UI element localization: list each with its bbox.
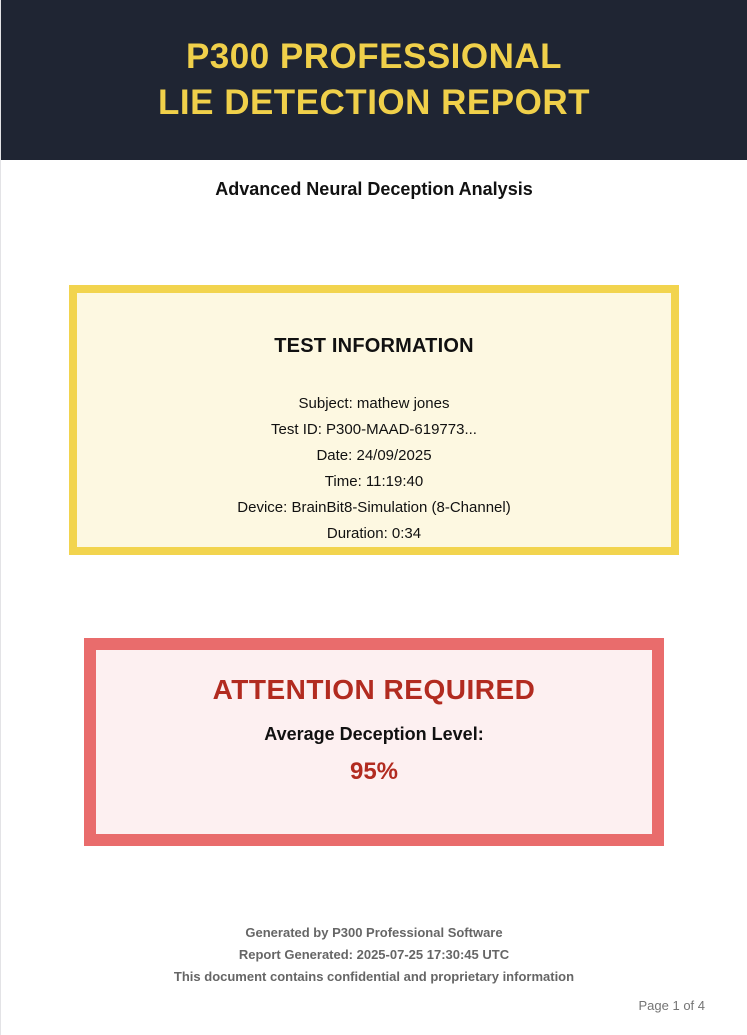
page-indicator: Page 1 of 4 [638, 998, 705, 1013]
footer-generated-by: Generated by P300 Professional Software [245, 925, 503, 940]
info-line-test-id: Test ID: P300-MAAD-619773... [271, 421, 477, 438]
report-title-line2: LIE DETECTION REPORT [158, 83, 590, 122]
info-line-subject: Subject: mathew jones [298, 395, 450, 412]
test-information-title: TEST INFORMATION [274, 335, 474, 357]
report-subtitle: Advanced Neural Deception Analysis [215, 179, 533, 199]
test-information-box [69, 285, 679, 555]
deception-level-label: Average Deception Level: [264, 724, 484, 744]
info-line-date: Date: 24/09/2025 [316, 447, 432, 464]
deception-level-value: 95% [349, 758, 399, 785]
footer-confidential: This document contains confidential and proprietary information [173, 969, 575, 984]
attention-title: ATTENTION REQUIRED [212, 674, 536, 705]
footer-generated-time: Report Generated: 2025-07-25 17:30:45 UTC [238, 947, 510, 962]
info-line-device: Device: BrainBit8-Simulation (8-Channel) [237, 499, 511, 516]
report-footer [1, 922, 747, 1013]
report-title [158, 34, 590, 126]
report-title-line1: P300 PROFESSIONAL [185, 36, 563, 76]
test-information-fields [77, 391, 671, 547]
report-header [1, 0, 747, 160]
footer-lines [1, 922, 747, 988]
report-page [1, 0, 747, 1035]
info-line-time: Time: 11:19:40 [324, 473, 424, 490]
info-line-duration: Duration: 0:34 [326, 525, 422, 542]
attention-box [84, 638, 664, 846]
